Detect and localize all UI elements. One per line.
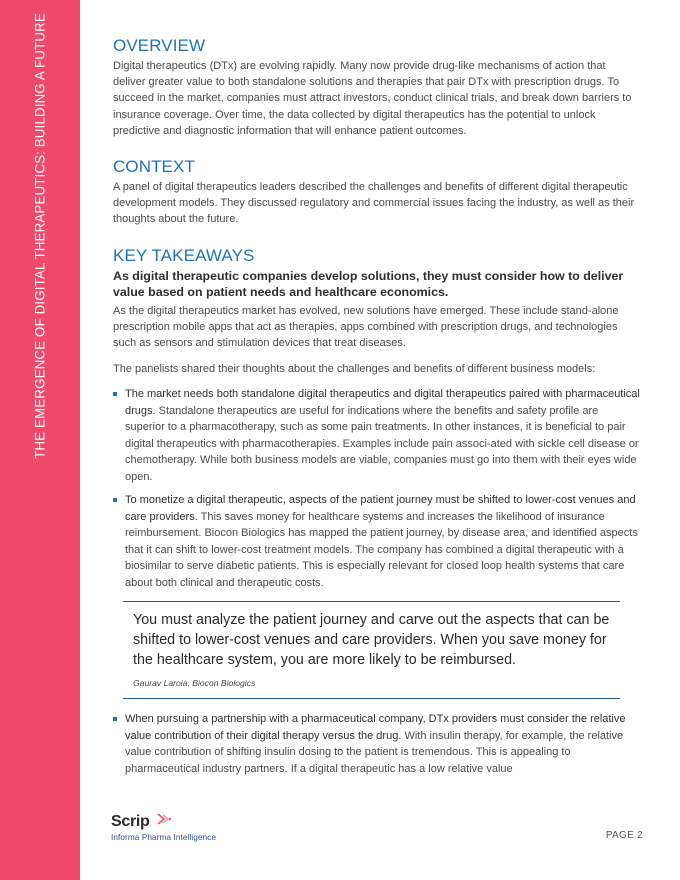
bullet-bold-text: The market needs both standalone digital therapeutics and digital therapeutics paired with pharmaceutical drugs. [125, 388, 640, 417]
overview-section [113, 36, 640, 139]
bullet-bold-text: When pursuing a partnership with a pharmaceutical company, DTx providers must consider the relative value contribution of their digital therapy versus the drug. [125, 713, 626, 742]
bullet-bold-text: To monetize a digital therapeutic, aspects of the patient journey must be shifted to lower-cost venues and care providers. [125, 494, 636, 523]
context-section [113, 157, 640, 228]
bullet-body-text: This saves money for healthcare systems and increases the likelihood of insurance reimbursement. Biocon Biologics has mapped the patient journey, by disease area, and identified aspects that it can shift to lower-cost treatment models. The company has combined a digital therapeutic with a biosimilar to serve diabetic patients. This is especially relevant for closed loop health systems that care about both clinical and therapeutic costs. [125, 510, 638, 589]
page-content [113, 36, 640, 784]
context-body: A panel of digital therapeutics leaders described the challenges and benefits of different digital therapeutic development models. They discussed regulatory and commercial issues facing the industry, as well as their thoughts about the future. [113, 181, 635, 226]
bullet-square-icon [113, 717, 117, 721]
logo-wordmark: Scrip [111, 812, 150, 830]
takeaways-paragraph-2: The panelists shared their thoughts about the challenges and benefits of different business models: [113, 363, 596, 376]
pull-quote-attribution: Gaurav Laroia, Biocon Biologics [133, 678, 256, 689]
bullet-square-icon [113, 498, 117, 502]
context-heading: CONTEXT [113, 157, 195, 177]
sidebar-band [0, 0, 80, 880]
bullet-item [113, 386, 640, 485]
bullet-item [113, 711, 640, 777]
takeaways-bullet-list-continued [113, 711, 640, 777]
key-takeaways-lead: As digital therapeutic companies develop solutions, they must consider how to deliver value based on patient needs and healthcare economics. [113, 268, 624, 300]
scrip-arrow-icon [156, 812, 172, 831]
pull-quote [123, 601, 620, 699]
takeaways-paragraph-1: As the digital therapeutics market has evolved, new solutions have emerged. These include stand-alone prescription mobile apps that act as therapies, apps combined with prescription drugs, and technologies such as sensors and stimulation devices that treat diseases. [113, 304, 619, 350]
takeaways-bullet-list [113, 386, 640, 591]
bullet-body-text: Standalone therapeutics are useful for indications where the benefits and safety profile are superior to a pharmacotherapy, such as some pain treatments. In other instances, it is beneficial to pair digital therapeutics with pharmacotherapies. Examples include pain associ-ated with sickle cell disease or chemotherapy. While both business models are viable, companies must go into them with their eyes wide open. [125, 404, 639, 483]
overview-heading: OVERVIEW [113, 36, 206, 55]
document-title-vertical: THE EMERGENCE OF DIGITAL THERAPEUTICS: BUILDING A FUTURE [32, 13, 48, 459]
bullet-square-icon [113, 392, 117, 396]
bullet-body-text: With insulin therapy, for example, the relative value contribution of shifting insulin dosing to the patient is tremendous. This is appealing to pharmaceutical industry partners. If a digital therapeutic has a low relative value [125, 729, 624, 775]
page-number: PAGE 2 [605, 830, 643, 841]
key-takeaways-section [113, 246, 640, 778]
overview-body: Digital therapeutics (DTx) are evolving rapidly. Many now provide drug-like mechanisms of action that deliver greater value to both standalone solutions and therapies that pair DTx with prescription drugs. To succeed in the market, companies must attract investors, conduct clinical trials, and break down barriers to insurance coverage. Over time, the data collected by digital therapeutics has the potential to unlock predictive and diagnostic information that will enhance patient outcomes. [113, 60, 632, 137]
scrip-logo [111, 812, 216, 842]
bullet-item [113, 492, 640, 591]
key-takeaways-heading: KEY TAKEAWAYS [113, 245, 255, 265]
pull-quote-text: You must analyze the patient journey and carve out the aspects that can be shifted to lower-cost venues and care providers. When you save money for the healthcare system, you are more likely to be reimbursed. [133, 612, 610, 669]
logo-subtitle: Informa Pharma Intelligence [111, 833, 217, 842]
